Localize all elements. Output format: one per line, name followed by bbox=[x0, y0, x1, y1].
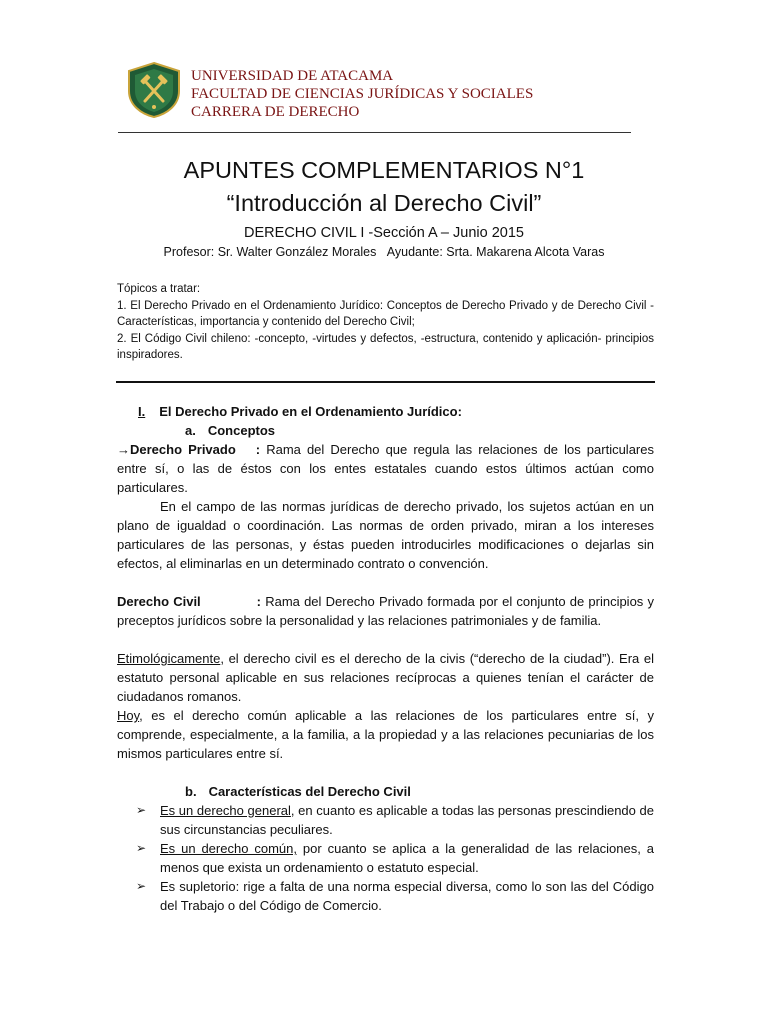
university-crest-logo bbox=[125, 61, 183, 119]
section-title: El Derecho Privado en el Ordenamiento Jurídico: bbox=[159, 404, 462, 419]
term-derecho-privado: Derecho Privado bbox=[130, 442, 236, 457]
staff-line bbox=[0, 244, 768, 260]
paragraph-normas-privadas: En el campo de las normas jurídicas de derecho privado, los sujetos actúan en un plano de igualdad o coordinación. Las normas de orden privado, miran a los intereses particulares de las personas, y éstas pueden introducirles modificaciones o dejarlas sin efectos, al eliminarlas en un determinado contrato o convención. bbox=[117, 499, 654, 571]
term-derecho-civil: Derecho Civil bbox=[117, 594, 201, 609]
definition-derecho-privado bbox=[117, 440, 654, 497]
subsection-title-a: Conceptos bbox=[207, 423, 276, 438]
label-hoy: Hoy bbox=[117, 708, 140, 723]
bullet-text: , en cuanto es aplicable a todas las personas prescindiendo de sus circunstancias peculiares. bbox=[160, 803, 654, 837]
section-heading bbox=[117, 402, 654, 421]
section-body bbox=[117, 402, 654, 915]
characteristics-list bbox=[117, 801, 654, 915]
university-name: UNIVERSIDAD DE ATACAMA bbox=[191, 68, 394, 84]
bullet-text: por cuanto se aplica a la generalidad de las relaciones, a menos que exista un ordenamiento o estatuto especial. bbox=[160, 841, 655, 875]
topic-item-1: 1. El Derecho Privado en el Ordenamiento Jurídico: Conceptos de Derecho Privado y de Derecho Civil - Características, importancia y contenido del Derecho Civil; bbox=[117, 299, 654, 328]
bullet-text: Es supletorio: rige a falta de una norma especial diversa, como lo son las del Código del Trabajo o del Código de Comercio. bbox=[160, 879, 654, 913]
arrow-bullet-icon: ➢ bbox=[136, 841, 147, 855]
term-colon: : bbox=[256, 594, 262, 609]
label-etimologicamente: Etimológicamente bbox=[117, 651, 221, 666]
subsection-heading-b bbox=[117, 782, 654, 801]
subsection-heading-a bbox=[117, 421, 654, 440]
arrow-icon: → bbox=[117, 442, 130, 457]
faculty-name: FACULTAD DE CIENCIAS JURÍDICAS Y SOCIALES bbox=[191, 86, 534, 102]
subsection-letter-a: a. bbox=[185, 423, 196, 438]
topics-heading: Tópicos a tratar: bbox=[117, 283, 201, 295]
topics-block bbox=[117, 281, 654, 364]
definition-derecho-civil bbox=[117, 592, 654, 630]
list-item bbox=[117, 877, 654, 915]
institution-header bbox=[191, 67, 533, 121]
etimologia-text: , el derecho civil es el derecho de la civis (“derecho de la ciudad”). Era el estatuto personal aplicable en sus relaciones recíprocas a quienes tenían el carácter de ciudadanos romanos. bbox=[117, 651, 654, 704]
bullet-underlined-text: Es un derecho general bbox=[160, 803, 291, 818]
professor-name: Profesor: Sr. Walter González Morales bbox=[163, 245, 377, 259]
arrow-bullet-icon: ➢ bbox=[136, 803, 147, 817]
bullet-underlined-text: Es un derecho común, bbox=[160, 841, 297, 856]
list-item bbox=[117, 801, 654, 839]
topic-item-2: 2. El Código Civil chileno: -concepto, -virtudes y defectos, -estructura, contenido y aplicación- principios inspiradores. bbox=[117, 332, 654, 361]
section-divider bbox=[116, 381, 655, 383]
course-section-date: DERECHO CIVIL I -Sección A – Junio 2015 bbox=[244, 225, 524, 241]
section-number: I. bbox=[138, 404, 146, 419]
assistant-name: Ayudante: Srta. Makarena Alcota Varas bbox=[386, 245, 605, 259]
list-item bbox=[117, 839, 654, 877]
document-title: APUNTES COMPLEMENTARIOS N°1 bbox=[183, 157, 585, 183]
header-divider bbox=[118, 132, 631, 133]
paragraph-etimologia bbox=[117, 649, 654, 706]
document-subtitle: “Introducción al Derecho Civil” bbox=[226, 190, 542, 216]
subsection-title-b: Características del Derecho Civil bbox=[208, 784, 411, 799]
definition-text: Rama del Derecho Privado formada por el conjunto de principios y preceptos jurídicos sobre la personalidad y las relaciones patrimoniales y de familia. bbox=[117, 594, 654, 628]
term-colon: : bbox=[255, 442, 261, 457]
subsection-letter-b: b. bbox=[185, 784, 197, 799]
career-name: CARRERA DE DERECHO bbox=[191, 104, 360, 120]
hoy-text: , es el derecho común aplicable a las relaciones de los particulares entre sí, y comprende, especialmente, a la familia, a la propiedad y a las relaciones pecuniarias de los mismos particulares entre sí. bbox=[117, 708, 654, 761]
arrow-bullet-icon: ➢ bbox=[136, 879, 147, 893]
paragraph-hoy bbox=[117, 706, 654, 763]
definition-text: Rama del Derecho que regula las relaciones de los particulares entre sí, o las de éstos con los entes estatales cuando estos últimos actúan como particulares. bbox=[117, 442, 654, 495]
